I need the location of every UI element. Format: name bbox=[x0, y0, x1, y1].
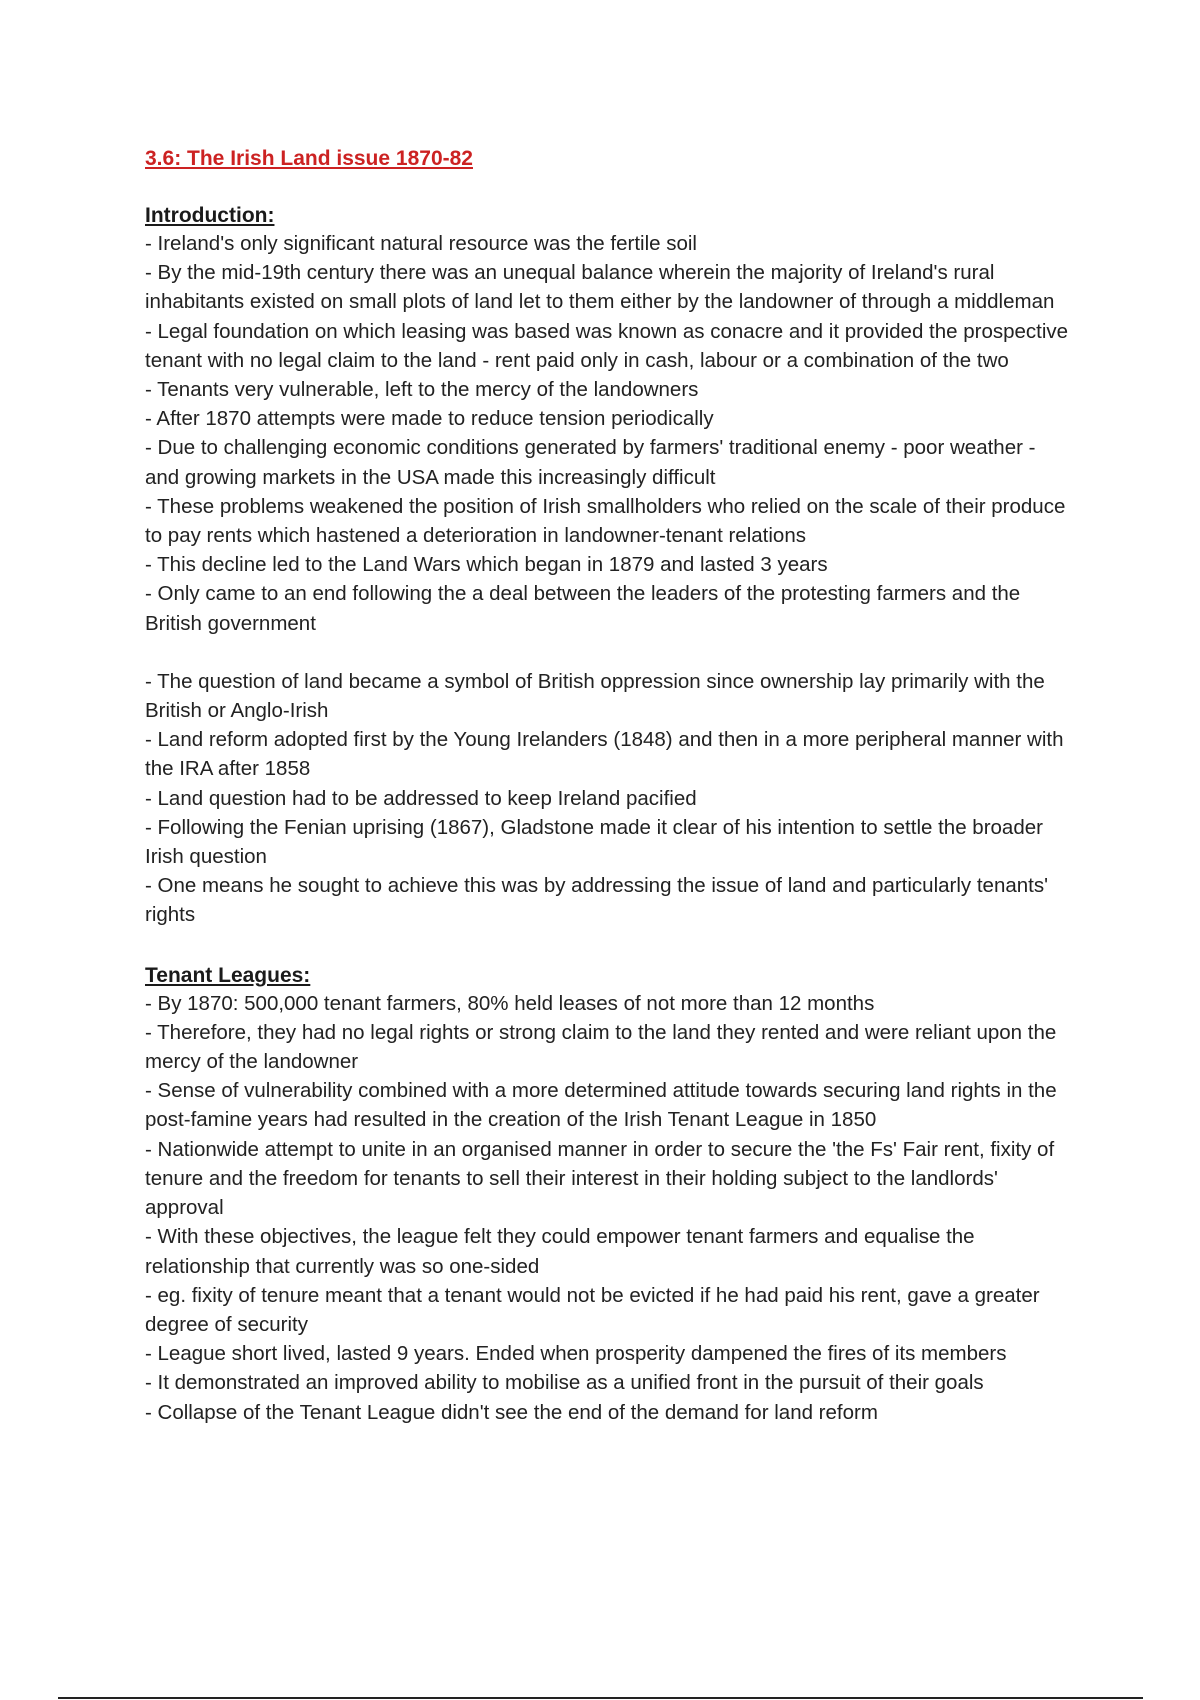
list-item: - Nationwide attempt to unite in an organised manner in order to secure the 'the Fs' Fair rent, fixity of tenure and the freedom for tenants to sell their interest in their holding subject to the landlords' approval bbox=[145, 1137, 1055, 1220]
list-item: - Collapse of the Tenant League didn't see the end of the demand for land reform bbox=[145, 1400, 878, 1424]
list-item: - Due to challenging economic conditions generated by farmers' traditional enemy - poor weather - and growing markets in the USA made this increasingly difficult bbox=[145, 436, 1036, 489]
list-item: - Only came to an end following the a deal between the leaders of the protesting farmers and the British government bbox=[145, 582, 1021, 635]
introduction-heading: Introduction: bbox=[145, 204, 275, 227]
list-item: - The question of land became a symbol of British oppression since ownership lay primarily with the British or Anglo-Irish bbox=[145, 669, 1045, 723]
introduction-list-a bbox=[145, 229, 1075, 638]
paragraph-gap bbox=[145, 638, 1075, 667]
tenant-leagues-list bbox=[145, 989, 1075, 1427]
list-item: - By the mid-19th century there was an unequal balance wherein the majority of Ireland's rural inhabitants existed on small plots of land let to them either by the landowner of through a middleman bbox=[145, 261, 1055, 314]
list-item: - With these objectives, the league felt they could empower tenant farmers and equalise the relationship that currently was so one-sided bbox=[145, 1225, 975, 1278]
list-item: - These problems weakened the position of Irish smallholders who relied on the scale of their produce to pay rents which hastened a deterioration in landowner-tenant relations bbox=[145, 494, 1066, 548]
list-item: - Tenants very vulnerable, left to the mercy of the landowners bbox=[145, 378, 699, 402]
list-item: - League short lived, lasted 9 years. Ended when prosperity dampened the fires of its members bbox=[145, 1342, 1007, 1366]
list-item: - Ireland's only significant natural resource was the fertile soil bbox=[145, 232, 697, 255]
list-item: - eg. fixity of tenure meant that a tenant would not be evicted if he had paid his rent, gave a greater degree of security bbox=[145, 1283, 1040, 1336]
list-item: - Sense of vulnerability combined with a more determined attitude towards securing land rights in the post-famine years had resulted in the creation of the Irish Tenant League in 1850 bbox=[145, 1079, 1057, 1132]
list-item: - Therefore, they had no legal rights or strong claim to the land they rented and were reliant upon the mercy of the landowner bbox=[145, 1020, 1057, 1074]
list-item: - Following the Fenian uprising (1867), Gladstone made it clear of his intention to settle the broader Irish question bbox=[145, 815, 1043, 869]
list-item: - Land reform adopted first by the Young Irelanders (1848) and then in a more peripheral manner with the IRA after 1858 bbox=[145, 728, 1064, 781]
list-item: - Land question had to be addressed to keep Ireland pacified bbox=[145, 786, 697, 810]
list-item: - By 1870: 500,000 tenant farmers, 80% held leases of not more than 12 months bbox=[145, 991, 875, 1015]
bottom-divider bbox=[58, 1697, 1143, 1699]
list-item: - One means he sought to achieve this was by addressing the issue of land and particularly tenants' rights bbox=[145, 874, 1049, 927]
list-item: - It demonstrated an improved ability to mobilise as a unified front in the pursuit of their goals bbox=[145, 1371, 984, 1395]
tenant-leagues-heading: Tenant Leagues: bbox=[145, 963, 311, 987]
list-item: - After 1870 attempts were made to reduce tension periodically bbox=[145, 407, 714, 431]
list-item: - Legal foundation on which leasing was based was known as conacre and it provided the prospective tenant with no legal claim to the land - rent paid only in cash, labour or a combination of the two bbox=[145, 319, 1069, 372]
introduction-list-b bbox=[145, 667, 1075, 930]
page-title: 3.6: The Irish Land issue 1870-82 bbox=[145, 147, 473, 170]
document-page bbox=[145, 146, 1075, 1427]
list-item: - This decline led to the Land Wars which began in 1879 and lasted 3 years bbox=[145, 553, 828, 577]
